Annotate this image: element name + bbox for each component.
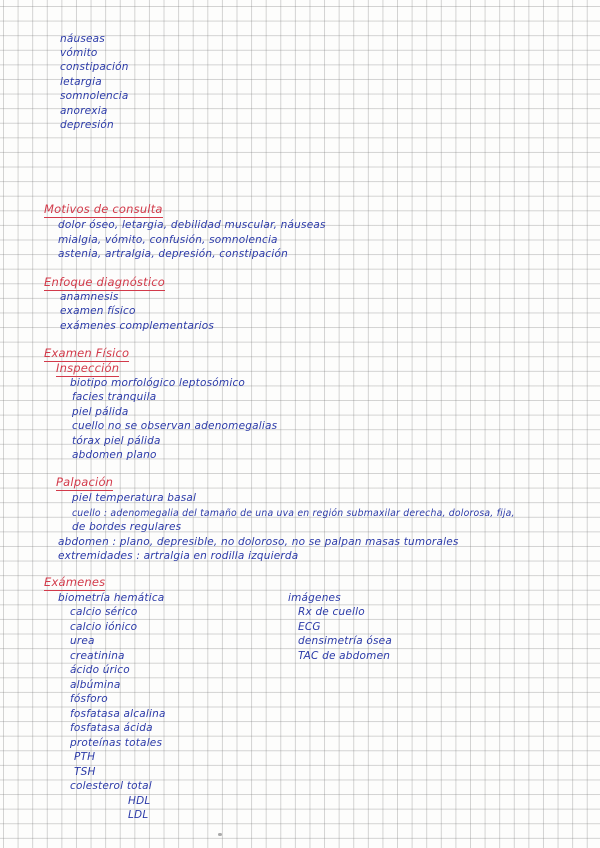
imaging-heading: imágenes: [288, 592, 341, 604]
lab-item: calcio sérico: [70, 606, 138, 618]
symptom-item: náuseas: [60, 33, 105, 45]
lab-item: biometría hemática: [58, 592, 165, 604]
paper-speck: [218, 833, 222, 836]
symptom-item: depresión: [60, 119, 114, 131]
symptom-item: constipación: [60, 61, 129, 73]
approach-line: anamnesis: [60, 291, 119, 303]
lab-item: fósforo: [70, 693, 108, 705]
lab-item: LDL: [128, 809, 149, 821]
inspection-heading: Inspección: [56, 361, 120, 375]
inspection-line: biotipo morfológico leptosómico: [70, 377, 246, 389]
imaging-item: densimetría ósea: [298, 635, 392, 647]
approach-line: examen físico: [60, 305, 136, 317]
inspection-line: piel pálida: [72, 406, 129, 418]
palpation-line: cuello : adenomegalia del tamaño de una uva en región submaxilar derecha, dolorosa, fija,: [72, 508, 515, 519]
lab-item: calcio iónico: [70, 621, 138, 633]
palpation-line: abdomen : plano, depresible, no doloroso, no se palpan masas tumorales: [58, 536, 459, 548]
consult-line: astenia, artralgia, depresión, constipación: [58, 248, 288, 260]
symptom-item: vómito: [60, 47, 98, 59]
symptom-item: somnolencia: [60, 90, 129, 102]
lab-item: creatinina: [70, 650, 125, 662]
lab-item: colesterol total: [70, 780, 152, 792]
symptom-item: letargia: [60, 76, 102, 88]
lab-item: urea: [70, 635, 95, 647]
lab-item: PTH: [74, 751, 96, 763]
lab-item: fosfatasa alcalina: [70, 708, 166, 720]
palpation-heading: Palpación: [56, 475, 114, 489]
lab-item: TSH: [74, 766, 96, 778]
consult-heading: Motivos de consulta: [44, 202, 163, 216]
palpation-line: de bordes regulares: [72, 521, 182, 533]
imaging-item: TAC de abdomen: [298, 650, 391, 662]
lab-item: proteínas totales: [70, 737, 163, 749]
lab-item: albúmina: [70, 679, 121, 691]
imaging-item: Rx de cuello: [298, 606, 365, 618]
palpation-line: piel temperatura basal: [72, 492, 197, 504]
lab-item: fosfatasa ácida: [70, 722, 153, 734]
approach-line: exámenes complementarios: [60, 320, 215, 332]
lab-item: HDL: [128, 795, 151, 807]
inspection-line: abdomen plano: [72, 449, 157, 461]
palpation-line: extremidades : artralgia en rodilla izquierda: [58, 550, 299, 562]
symptom-item: anorexia: [60, 105, 108, 117]
lab-item: ácido úrico: [70, 664, 130, 676]
inspection-line: facies tranquila: [72, 391, 157, 403]
consult-line: dolor óseo, letargia, debilidad muscular, náuseas: [58, 219, 326, 231]
physical-heading: Examen Físico: [44, 346, 130, 360]
inspection-line: cuello no se observan adenomegalias: [72, 420, 278, 432]
imaging-item: ECG: [298, 621, 321, 633]
inspection-line: tórax piel pálida: [72, 435, 161, 447]
consult-line: mialgia, vómito, confusión, somnolencia: [58, 234, 278, 246]
exams-heading: Exámenes: [44, 575, 106, 589]
approach-heading: Enfoque diagnóstico: [44, 275, 165, 289]
